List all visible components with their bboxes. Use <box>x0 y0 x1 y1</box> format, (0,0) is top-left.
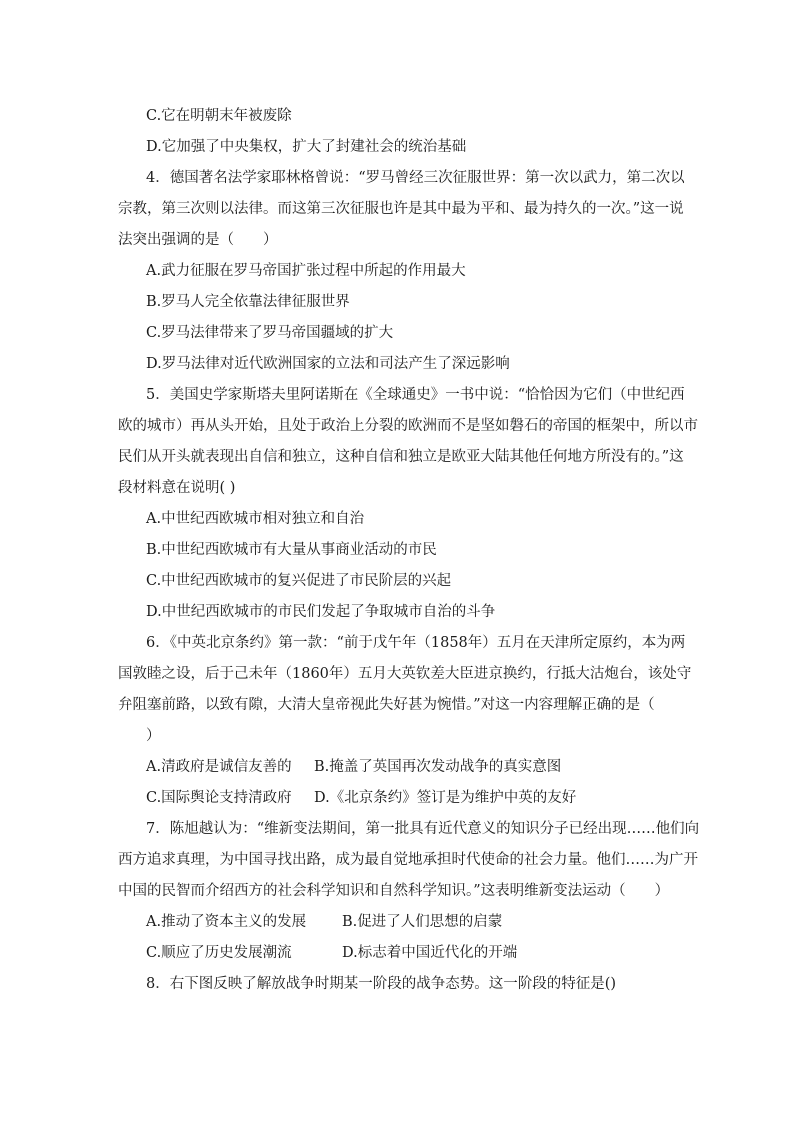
option-b: B.促进了人们思想的启蒙 <box>342 914 503 930</box>
option-a: A.清政府是诚信友善的 <box>146 759 292 775</box>
option-c: C.国际舆论支持清政府 <box>146 790 292 806</box>
question-5-stem-cont: 民们从开头就表现出自信和独立，这种自信和独立是欧亚大陆其他任何地方所没有的。”这 <box>118 449 684 465</box>
option-d: D.《北京条约》签订是为维护中英的友好 <box>314 790 577 806</box>
question-6-stem: 6．《中英北京条约》第一款：“前于戊午年（1858年）五月在天津所定原约，本为两 <box>146 635 686 651</box>
question-4-stem-cont: 宗教，第三次则以法律。而这第三次征服也许是其中最为平和、最为持久的一次。”这一说 <box>118 201 684 217</box>
option-c: C.顺应了历史发展潮流 <box>146 945 292 961</box>
question-8-stem: 8．右下图反映了解放战争时期某一阶段的战争态势。这一阶段的特征是() <box>146 976 617 992</box>
question-5-stem: 5．美国史学家斯塔夫里阿诺斯在《全球通史》一书中说：“恰恰因为它们（中世纪西 <box>146 387 685 403</box>
option-b: B.中世纪西欧城市有大量从事商业活动的市民 <box>146 542 437 558</box>
option-a: A.推动了资本主义的发展 <box>146 914 307 930</box>
question-4-stem-end: 法突出强调的是（ ） <box>118 232 278 248</box>
option-c: C.罗马法律带来了罗马帝国疆域的扩大 <box>146 325 394 341</box>
question-6-stem-cont: 国敦睦之设，后于己未年（1860年）五月大英钦差大臣进京换约，行抵大沽炮台，该处守 <box>118 666 692 682</box>
question-6-stem-end: ） <box>146 728 161 744</box>
option-d: D.罗马法律对近代欧洲国家的立法和司法产生了深远影响 <box>146 356 510 372</box>
question-7-stem-end: 中国的民智而介绍西方的社会科学知识和自然科学知识。”这表明维新变法运动（ ） <box>118 883 670 899</box>
question-4-stem: 4．德国著名法学家耶林格曾说：“罗马曾经三次征服世界：第一次以武力，第二次以 <box>146 170 685 186</box>
option-row <box>118 783 680 814</box>
option-b: B.罗马人完全依靠法律征服世界 <box>146 294 350 310</box>
option-a: A.武力征服在罗马帝国扩张过程中所起的作用最大 <box>146 263 466 279</box>
option-row <box>118 938 680 969</box>
option-b: B.掩盖了英国再次发动战争的真实意图 <box>314 759 562 775</box>
question-3-options <box>118 101 680 163</box>
question-7 <box>118 814 700 969</box>
question-5-stem-end: 段材料意在说明( ) <box>118 480 236 496</box>
question-7-stem-cont: 西方追求真理，为中国寻找出路，成为最自觉地承担时代使命的社会力量。他们……为广开 <box>118 852 698 868</box>
option-d: D.标志着中国近代化的开端 <box>342 945 518 961</box>
option-a: A.中世纪西欧城市相对独立和自治 <box>146 511 365 527</box>
question-6 <box>118 628 692 814</box>
option-c: C.它在明朝末年被废除 <box>146 108 292 124</box>
question-4 <box>118 163 685 380</box>
question-7-stem: 7．陈旭越认为：“维新变法期间，第一批具有近代意义的知识分子已经出现……他们向 <box>146 821 700 837</box>
question-content <box>118 101 700 1000</box>
question-8 <box>118 969 680 1000</box>
option-d: D.中世纪西欧城市的市民们发起了争取城市自治的斗争 <box>146 604 496 620</box>
question-5-stem-cont: 欧的城市）再从头开始，且处于政治上分裂的欧洲而不是坚如磐石的帝国的框架中，所以市 <box>118 418 698 434</box>
question-6-stem-cont: 弁阻塞前路，以致有隙，大清大皇帝视此失好甚为惋惜。”对这一内容理解正确的是（ <box>118 697 655 713</box>
option-c: C.中世纪西欧城市的复兴促进了市民阶层的兴起 <box>146 573 452 589</box>
question-5 <box>118 380 698 628</box>
option-row <box>118 907 680 938</box>
option-row <box>118 752 680 783</box>
option-d: D.它加强了中央集权，扩大了封建社会的统治基础 <box>146 139 467 155</box>
